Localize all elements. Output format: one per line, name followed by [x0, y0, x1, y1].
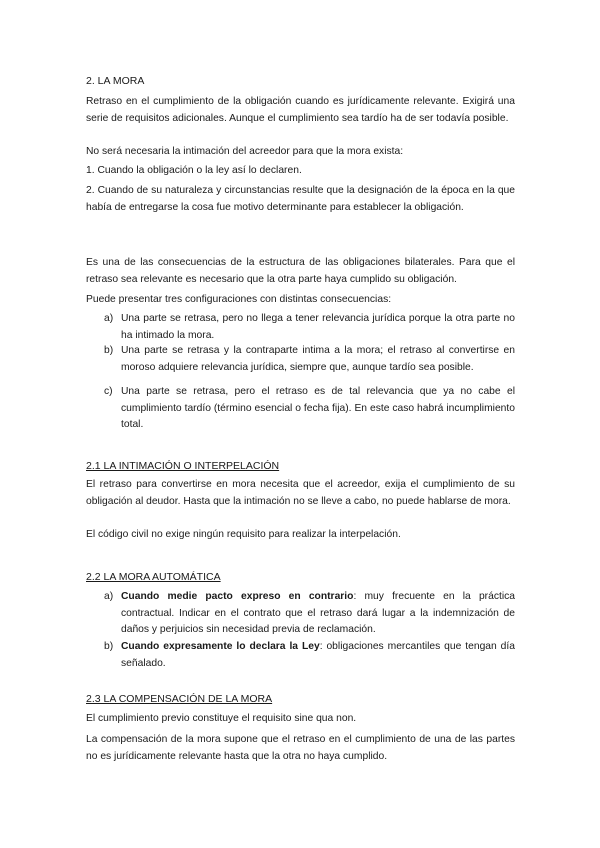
section-heading-la-mora: 2. LA MORA: [86, 75, 145, 87]
paragraph-codigo-civil: El código civil no exige ningún requisito para realizar la interpelación.: [86, 529, 401, 540]
list-item-label: b): [104, 345, 114, 356]
list-item-text: [121, 589, 515, 639]
list-item-label: b): [104, 641, 114, 652]
list-item-rest: : muy frecuente en la práctica contractual. Indicar en el contrato que el retraso dará lugar a la indemnización de daños y perjuicios sin necesidad previa de reclamación.: [121, 591, 515, 635]
paragraph-bilaterales: Es una de las consecuencias de la estructura de las obligaciones bilaterales. Para que el retraso sea relevante es necesario que la otra parte haya cumplido su obligación.: [86, 257, 515, 285]
list-item-text: Una parte se retrasa y la contraparte intima a la mora; el retraso al convertirse en moroso adquiere relevancia jurídica, siempre que, aunque tardío sea posible.: [121, 345, 515, 373]
list-item-text: [121, 639, 515, 672]
paragraph-compensacion: La compensación de la mora supone que el retraso en el cumplimiento de una de las partes no es jurídicamente relevante hasta que la otra no haya cumplido.: [86, 734, 515, 762]
section-heading-mora-automatica: 2.2 LA MORA AUTOMÁTICA: [86, 571, 221, 583]
paragraph-configuraciones: Puede presentar tres configuraciones con distintas consecuencias:: [86, 294, 392, 305]
list-item-text: Una parte se retrasa, pero no llega a tener relevancia jurídica porque la otra parte no ha intimado la mora.: [121, 313, 515, 341]
list-item-bold: Cuando medie pacto expreso en contrario: [121, 591, 354, 602]
paragraph-mora-definition: Retraso en el cumplimiento de la obligación cuando es jurídicamente relevante. Exigirá una serie de requisitos adicionales. Aunque el cumplimiento sea tardío ha de ser todavía posible.: [86, 96, 515, 124]
list-item-label: a): [104, 313, 114, 324]
list-item-label: c): [104, 386, 113, 397]
list-item-text: Una parte se retrasa, pero el retraso es de tal relevancia que ya no cabe el cumplimiento tardío (término esencial o fecha fija). En este caso habrá incumplimiento total.: [121, 386, 515, 430]
section-heading-intimacion: 2.1 LA INTIMACIÓN O INTERPELACIÓN: [86, 460, 280, 472]
section-heading-compensacion: 2.3 LA COMPENSACIÓN DE LA MORA: [86, 693, 273, 705]
paragraph-case-1: 1. Cuando la obligación o la ley así lo declaren.: [86, 165, 302, 176]
paragraph-sine-qua-non: El cumplimiento previo constituye el requisito sine qua non.: [86, 713, 357, 724]
list-item-rest: : obligaciones mercantiles que tengan día señalado.: [121, 641, 515, 669]
paragraph-case-2: 2. Cuando de su naturaleza y circunstancias resulte que la designación de la época en la que había de entregarse la cosa fue motivo determinante para establecer la obligación.: [86, 185, 515, 213]
paragraph-intimacion: El retraso para convertirse en mora necesita que el acreedor, exija el cumplimiento de su obligación al deudor. Hasta que la intimación no se lleve a cabo, no puede hablarse de mora.: [86, 479, 515, 507]
list-item-bold: Cuando expresamente lo declara la Ley: [121, 641, 320, 652]
list-item-label: a): [104, 591, 114, 602]
paragraph-intimacion-no-necesaria: No será necesaria la intimación del acreedor para que la mora exista:: [86, 146, 404, 157]
